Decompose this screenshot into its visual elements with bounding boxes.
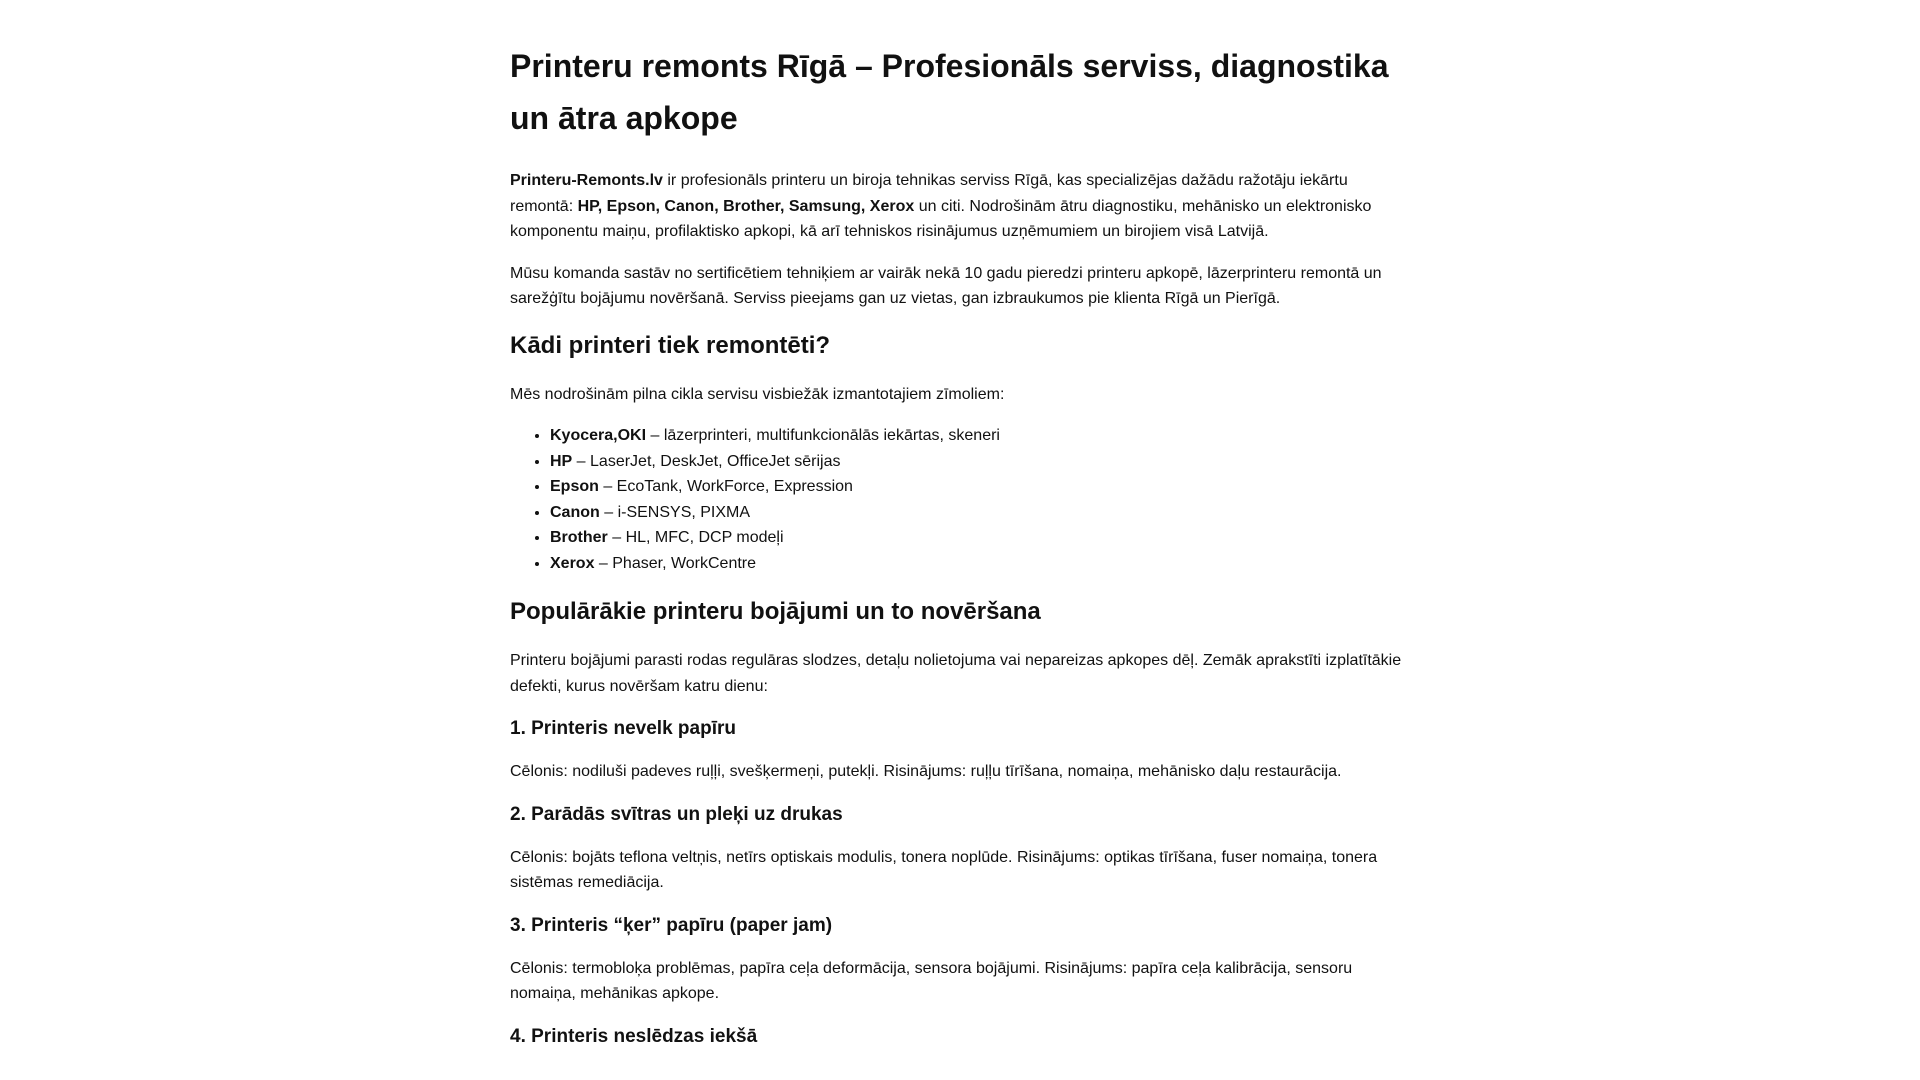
list-item-brand: Xerox [550,554,595,572]
list-item [550,449,1410,475]
list-item-detail: – Phaser, WorkCentre [594,554,757,572]
fault-title: 3. Printeris “ķer” papīru (paper jam) [510,914,833,936]
intro-brands: HP, Epson, Canon, Brother, Samsung, Xerox [577,197,915,215]
article [510,40,1410,1067]
fault-text: Cēlonis: nodiluši padeves ruļļi, svešķermeņi, putekļi. Risinājums: ruļļu tīrīšana, nomaiņa, mehānisko daļu restaurācija. [510,763,1342,780]
list-item-brand: HP [550,452,573,470]
list-item-brand: Canon [550,503,600,521]
list-item-detail: – EcoTank, WorkForce, Expression [598,478,853,495]
list-item-brand: Kyocera,OKI [550,427,647,444]
intro-paragraph [510,168,1410,245]
brands-intro: Mēs nodrošinām pilna cikla servisu visbiežāk izmantotajiem zīmoliem: [510,385,1005,403]
fault-title: 2. Parādās svītras un pleķi uz drukas [510,803,843,825]
fault-title: 4. Printeris neslēdzas iekšā [510,1025,758,1047]
fault-title: 1. Printeris nevelk papīru [510,718,736,739]
faults-intro: Printeru bojājumi parasti rodas regulāras slodzes, detaļu nolietojuma vai nepareizas apkopes dēļ. Zemāk aprakstīti izplatītākie defekti, kurus novēršam katru dienu: [510,652,1402,695]
list-item-detail: – HL, MFC, DCP modeļi [607,529,784,546]
list-item [550,474,1410,500]
list-item-detail: – lāzerprinteri, multifunkcionālās iekārtas, skeneri [646,427,1000,444]
list-item [550,500,1410,526]
list-item [550,525,1410,551]
faults-heading: Populārākie printeru bojājumi un to novēršana [510,598,1041,625]
fault-text: Cēlonis: bojāts teflona veltņis, netīrs optiskais modulis, tonera noplūde. Risinājums: optikas tīrīšana, fuser nomaiņa, tonera sistēmas remediācija. [510,848,1378,891]
list-item [550,423,1410,449]
team-paragraph: Mūsu komanda sastāv no sertificētiem tehniķiem ar vairāk nekā 10 gadu pieredzi printeru apkopē, lāzerprinteru remontā un sarežģītu bojājumu novēršanā. Serviss pieejams gan uz vietas, gan izbraukumos pie klienta Rīgā un Pierīgā. [510,264,1382,307]
brands-heading: Kādi printeri tiek remontēti? [510,331,831,359]
list-item-brand: Epson [550,478,599,495]
brand-name: Printeru-Remonts.lv [510,172,663,189]
brand-list [510,423,1410,576]
intro-text-a: ir profesionāls printeru un biroja tehnikas serviss Rīgā, kas specializējas dažādu ražotāju iekārtu remontā: [510,172,1348,215]
page-title: Printeru remonts Rīgā – Profesionāls serviss, diagnostika un ātra apkope [510,48,1389,136]
list-item-brand: Brother [550,529,608,546]
fault-text: Cēlonis: termobloķa problēmas, papīra ceļa deformācija, sensora bojājumi. Risinājums: papīra ceļa kalibrācija, sensoru nomaiņa, mehānikas apkope. [510,959,1353,1002]
list-item [550,551,1410,577]
list-item-detail: – i-SENSYS, PIXMA [599,503,751,521]
list-item-detail: – LaserJet, DeskJet, OfficeJet sērijas [572,452,841,470]
intro-text-b: un citi. Nodrošinām ātru diagnostiku, mehānisko un elektronisko komponentu maiņu, profilaktisko apkopi, kā arī tehniskos risinājumus uzņēmumiem un birojiem visā Latvijā. [510,197,1372,240]
